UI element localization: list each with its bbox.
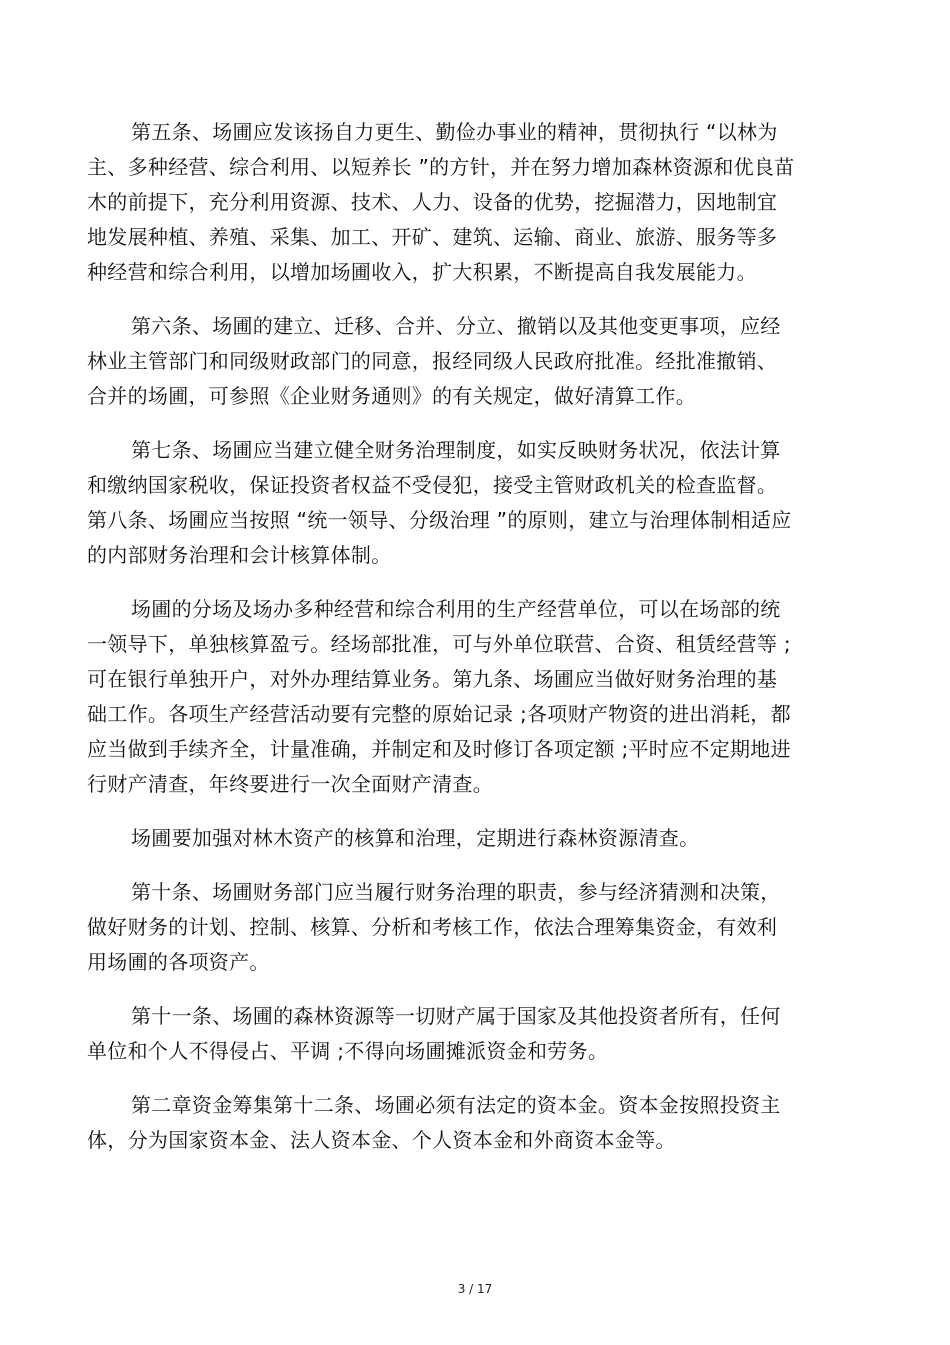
text-line: 地发展种植、养殖、采集、加工、开矿、建筑、运输、商业、旅游、服务等多 xyxy=(87,225,778,249)
text-line: 第七条、场圃应当建立健全财务治理制度，如实反映财务状况，依法计算 xyxy=(131,438,781,462)
text-line: 种经营和综合利用，以增加场圃收入，扩大积累，不断提高自我发展能力。 xyxy=(87,260,757,284)
text-line: 场圃的分场及场办多种经营和综合利用的生产经营单位，可以在场部的统 xyxy=(131,597,781,621)
text-line: 用场圃的各项资产。 xyxy=(87,950,270,974)
text-line: 场圃要加强对林木资产的核算和治理，定期进行森林资源清查。 xyxy=(131,826,700,850)
text-line: 第二章资金筹集第十二条、场圃必须有法定的资本金。资本金按照投资主 xyxy=(131,1093,781,1117)
text-line: 第六条、场圃的建立、迁移、合并、分立、撤销以及其他变更事项，应经 xyxy=(131,314,781,338)
page-number: 3 / 17 xyxy=(457,1282,493,1296)
text-line: 可在银行单独开户，对外办理结算业务。第九条、场圃应当做好财务治理的基 xyxy=(87,667,778,691)
text-line: 做好财务的计划、控制、核算、分析和考核工作，依法合理筹集资金，有效利 xyxy=(87,915,778,939)
text-line: 第十条、场圃财务部门应当履行财务治理的职责，参与经济猜测和决策， xyxy=(131,880,781,904)
text-line: 体，分为国家资本金、法人资本金、个人资本金和外商资本金等。 xyxy=(87,1128,676,1152)
text-line: 第十一条、场圃的森林资源等一切财产属于国家及其他投资者所有，任何 xyxy=(131,1004,781,1028)
text-line: 行财产清查，年终要进行一次全面财产清查。 xyxy=(87,772,493,796)
text-line: 和缴纳国家税收，保证投资者权益不受侵犯，接受主管财政机关的检查监督。 xyxy=(87,473,778,497)
text-line: 单位和个人不得侵占、平调 ;不得向场圃摊派资金和劳务。 xyxy=(87,1039,609,1063)
text-line: 木的前提下，充分利用资源、技术、人力、设备的优势，挖掘潜力，因地制宜 xyxy=(87,190,778,214)
text-line: 一领导下，单独核算盈亏。经场部批准，可与外单位联营、合资、租赁经营等 ; xyxy=(87,632,791,656)
text-line: 合并的场圃，可参照《企业财务通则》的有关规定，做好清算工作。 xyxy=(87,384,696,408)
text-line: 的内部财务治理和会计核算体制。 xyxy=(87,543,392,567)
text-line: 林业主管部门和同级财政部门的同意，报经同级人民政府批准。经批准撤销、 xyxy=(87,349,778,373)
text-line: 主、多种经营、综合利用、以短养长 ”的方针，并在努力增加森林资源和优良苗 xyxy=(87,155,795,179)
text-line: 第八条、场圃应当按照 “统一领导、分级治理 ”的原则，建立与治理体制相适应 xyxy=(87,508,792,532)
text-line: 第五条、场圃应发该扬自力更生、勤俭办事业的精神，贯彻执行 “以林为 xyxy=(131,120,778,144)
text-line: 应当做到手续齐全，计量准确，并制定和及时修订各项定额 ;平时应不定期地进 xyxy=(87,737,791,761)
text-line: 础工作。各项生产经营活动要有完整的原始记录 ;各项财产物资的进出消耗，都 xyxy=(87,702,791,726)
